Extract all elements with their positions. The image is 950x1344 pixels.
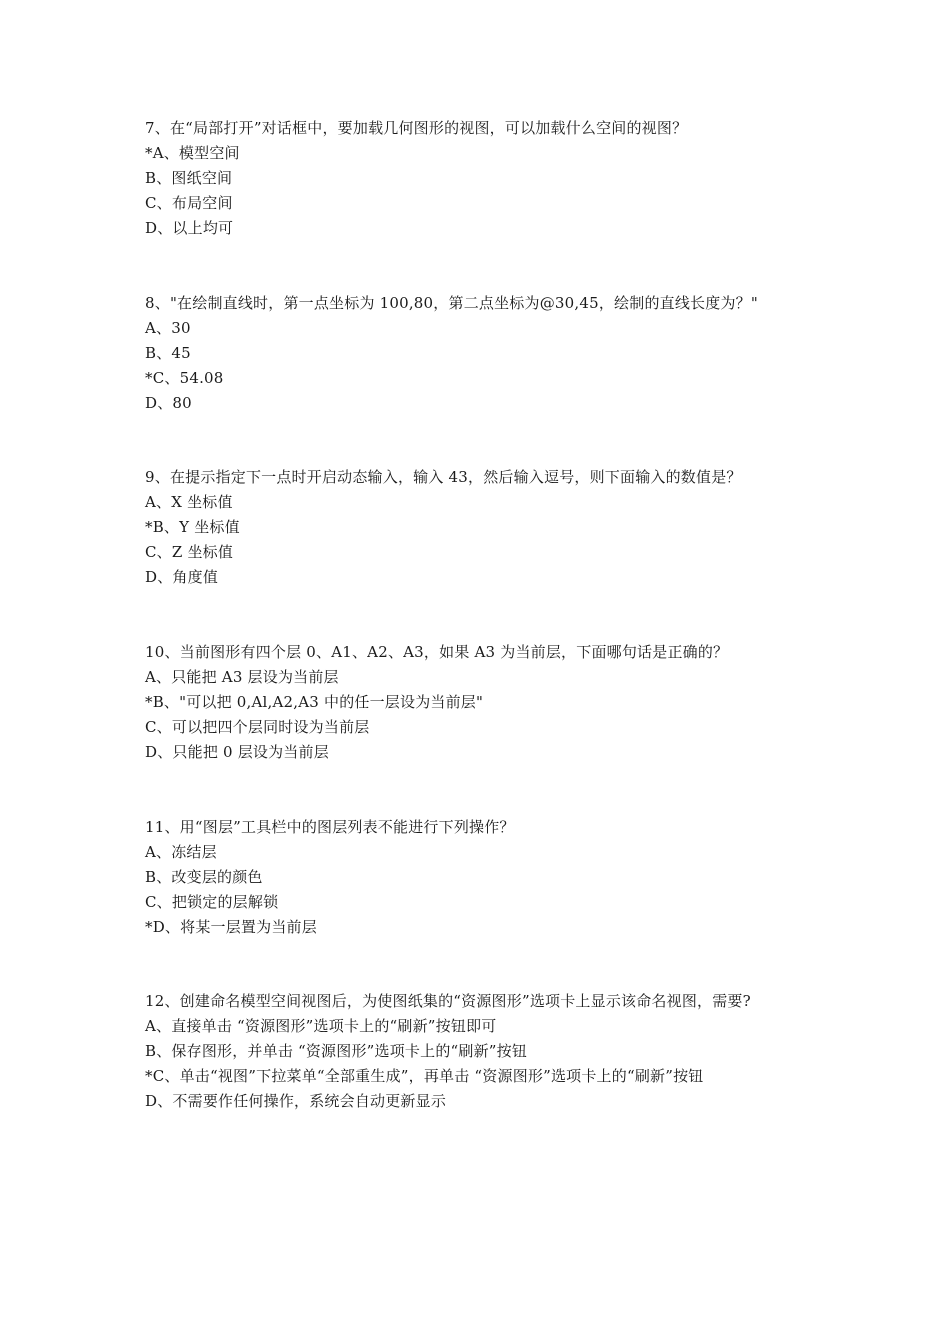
option-a: A、X 坐标值 (145, 493, 233, 511)
option-c: C、布局空间 (145, 194, 233, 212)
option-a: A、冻结层 (145, 843, 217, 861)
question-10 (145, 640, 825, 765)
option-b: *B、Y 坐标值 (145, 518, 240, 536)
option-d: D、以上均可 (145, 219, 234, 237)
option-d: D、角度值 (145, 568, 219, 586)
option-b: *B、"可以把 0,Al,A2,A3 中的任一层设为当前层" (145, 693, 484, 711)
question-12 (145, 989, 825, 1114)
option-c: C、把锁定的层解锁 (145, 893, 279, 911)
option-a: A、30 (145, 319, 191, 337)
question-stem: 10、当前图形有四个层 0、A1、A2、A3，如果 A3 为当前层，下面哪句话是正确的？ (145, 643, 729, 661)
option-b: B、45 (145, 344, 191, 362)
option-c: C、可以把四个层同时设为当前层 (145, 718, 370, 736)
question-stem: 7、在“局部打开”对话框中，要加载几何图形的视图，可以加载什么空间的视图？ (145, 119, 688, 137)
option-c: *C、单击“视图”下拉菜单“全部重生成”，再单击 “资源图形”选项卡上的“刷新”按钮 (145, 1067, 704, 1085)
question-stem: 12、创建命名模型空间视图后，为使图纸集的“资源图形”选项卡上显示该命名视图，需要? (145, 992, 751, 1010)
option-d: D、不需要作任何操作，系统会自动更新显示 (145, 1092, 447, 1110)
option-a: *A、模型空间 (145, 144, 240, 162)
question-11 (145, 815, 825, 940)
question-stem: 9、在提示指定下一点时开启动态输入，输入 43，然后输入逗号，则下面输入的数值是？ (145, 468, 742, 486)
option-c: C、Z 坐标值 (145, 543, 234, 561)
question-stem: 11、用“图层”工具栏中的图层列表不能进行下列操作？ (145, 818, 515, 836)
question-stem: 8、"在绘制直线时，第一点坐标为 100,80，第二点坐标为@30,45，绘制的直线长度为？" (145, 294, 758, 312)
question-8 (145, 291, 825, 416)
option-b: B、改变层的颜色 (145, 868, 263, 886)
question-9 (145, 465, 825, 590)
question-7 (145, 116, 825, 241)
option-d: *D、将某一层置为当前层 (145, 918, 317, 936)
option-d: D、80 (145, 394, 192, 412)
option-c: *C、54.08 (145, 369, 224, 387)
option-b: B、图纸空间 (145, 169, 233, 187)
option-d: D、只能把 0 层设为当前层 (145, 743, 329, 761)
option-a: A、直接单击 “资源图形”选项卡上的“刷新”按钮即可 (145, 1017, 497, 1035)
option-b: B、保存图形，并单击 “资源图形”选项卡上的“刷新”按钮 (145, 1042, 528, 1060)
option-a: A、只能把 A3 层设为当前层 (145, 668, 339, 686)
